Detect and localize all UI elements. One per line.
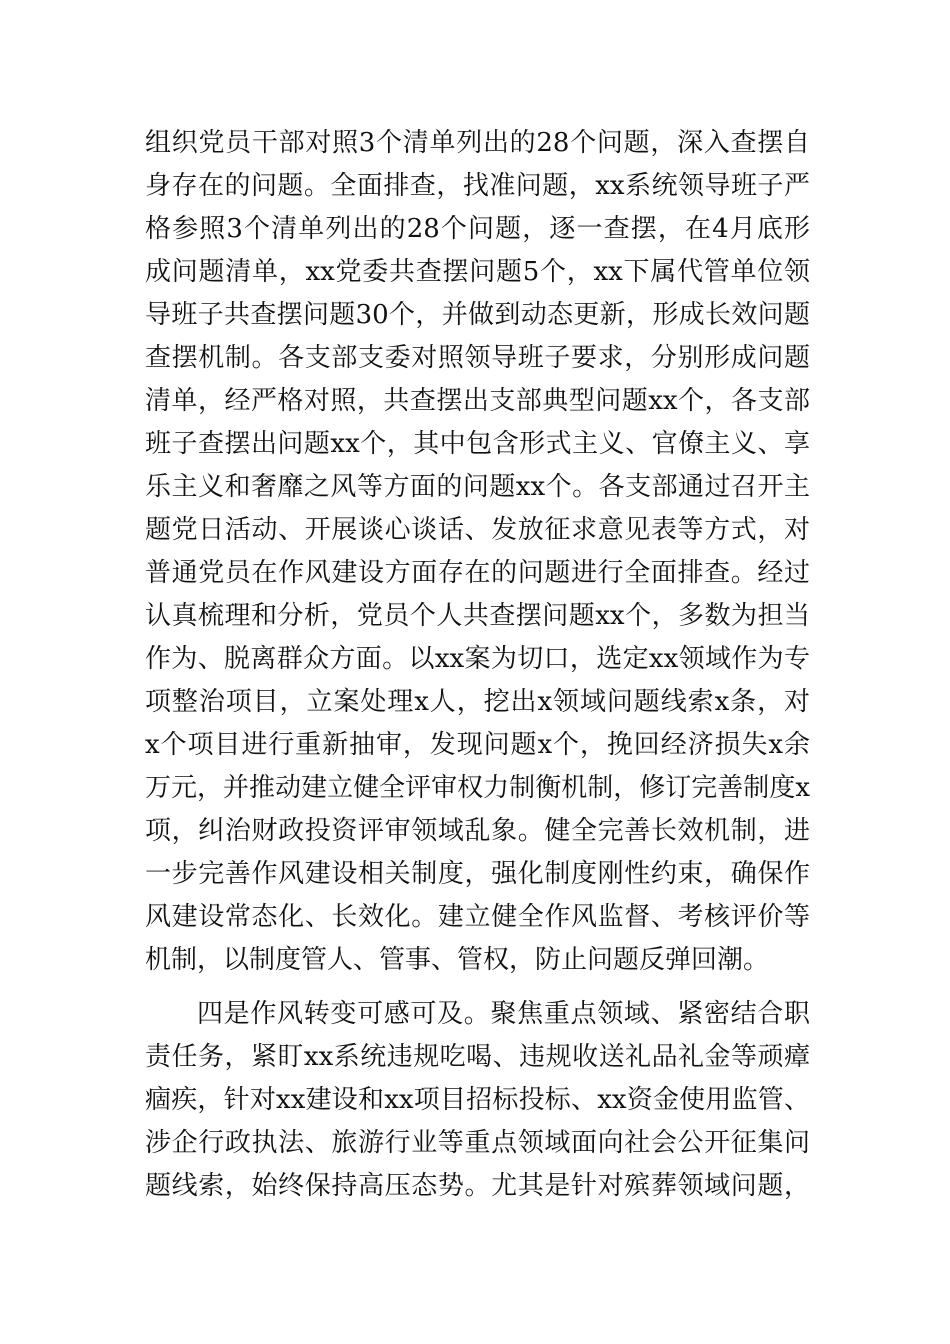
text-line-10: 题党日活动、开展谈心谈话、发放征求意见表等方式，对 (145, 515, 810, 545)
text-line-13: 作为、脱离群众方面。以xx案为切口，选定xx领域作为专 (145, 644, 810, 674)
text-line-14: 项整治项目，立案处理x人，挖出x领域问题线索x条，对 (145, 687, 810, 717)
text-line-15: x个项目进行重新抽审，发现问题x个，挽回经济损失x余 (145, 730, 810, 760)
text-line-20: 机制，以制度管人、管事、管权，防止问题反弹回潮。 (145, 945, 770, 975)
text-line-11: 普通党员在作风建设方面存在的问题进行全面排查。经过 (145, 558, 810, 588)
text-line-3: 格参照3个清单列出的28个问题，逐一查摆，在4月底形 (145, 214, 810, 244)
text-line-18: 一步完善作风建设相关制度，强化制度刚性约束，确保作 (145, 859, 810, 889)
text-line-21: 四是作风转变可感可及。聚焦重点领域、紧密结合职 (197, 999, 810, 1029)
text-line-24: 涉企行政执法、旅游行业等重点领域面向社会公开征集问 (145, 1128, 810, 1158)
text-line-9: 乐主义和奢靡之风等方面的问题xx个。各支部通过召开主 (145, 472, 810, 502)
text-line-4: 成问题清单，xx党委共查摆问题5个，xx下属代管单位领 (145, 257, 810, 287)
text-line-17: 项，纠治财政投资评审领域乱象。健全完善长效机制，进 (145, 816, 810, 846)
text-line-16: 万元，并推动建立健全评审权力制衡机制，修订完善制度x (145, 773, 810, 803)
text-line-1: 组织党员干部对照3个清单列出的28个问题，深入查摆自 (145, 128, 810, 158)
text-line-25: 题线索，始终保持高压态势。尤其是针对殡葬领域问题， (145, 1171, 810, 1201)
text-line-6: 查摆机制。各支部支委对照领导班子要求，分别形成问题 (145, 343, 810, 373)
text-line-23: 痼疾，针对xx建设和xx项目招标投标、xx资金使用监管、 (145, 1085, 810, 1115)
text-line-12: 认真梳理和分析，党员个人共查摆问题xx个，多数为担当 (145, 601, 810, 631)
text-line-5: 导班子共查摆问题30个，并做到动态更新，形成长效问题 (145, 300, 810, 330)
text-line-2: 身存在的问题。全面排查，找准问题，xx系统领导班子严 (145, 171, 810, 201)
text-line-8: 班子查摆出问题xx个，其中包含形式主义、官僚主义、享 (145, 429, 810, 459)
text-line-19: 风建设常态化、长效化。建立健全作风监督、考核评价等 (145, 902, 810, 932)
text-line-22: 责任务，紧盯xx系统违规吃喝、违规收送礼品礼金等顽瘴 (145, 1042, 810, 1072)
text-line-7: 清单，经严格对照，共查摆出支部典型问题xx个，各支部 (145, 386, 810, 416)
